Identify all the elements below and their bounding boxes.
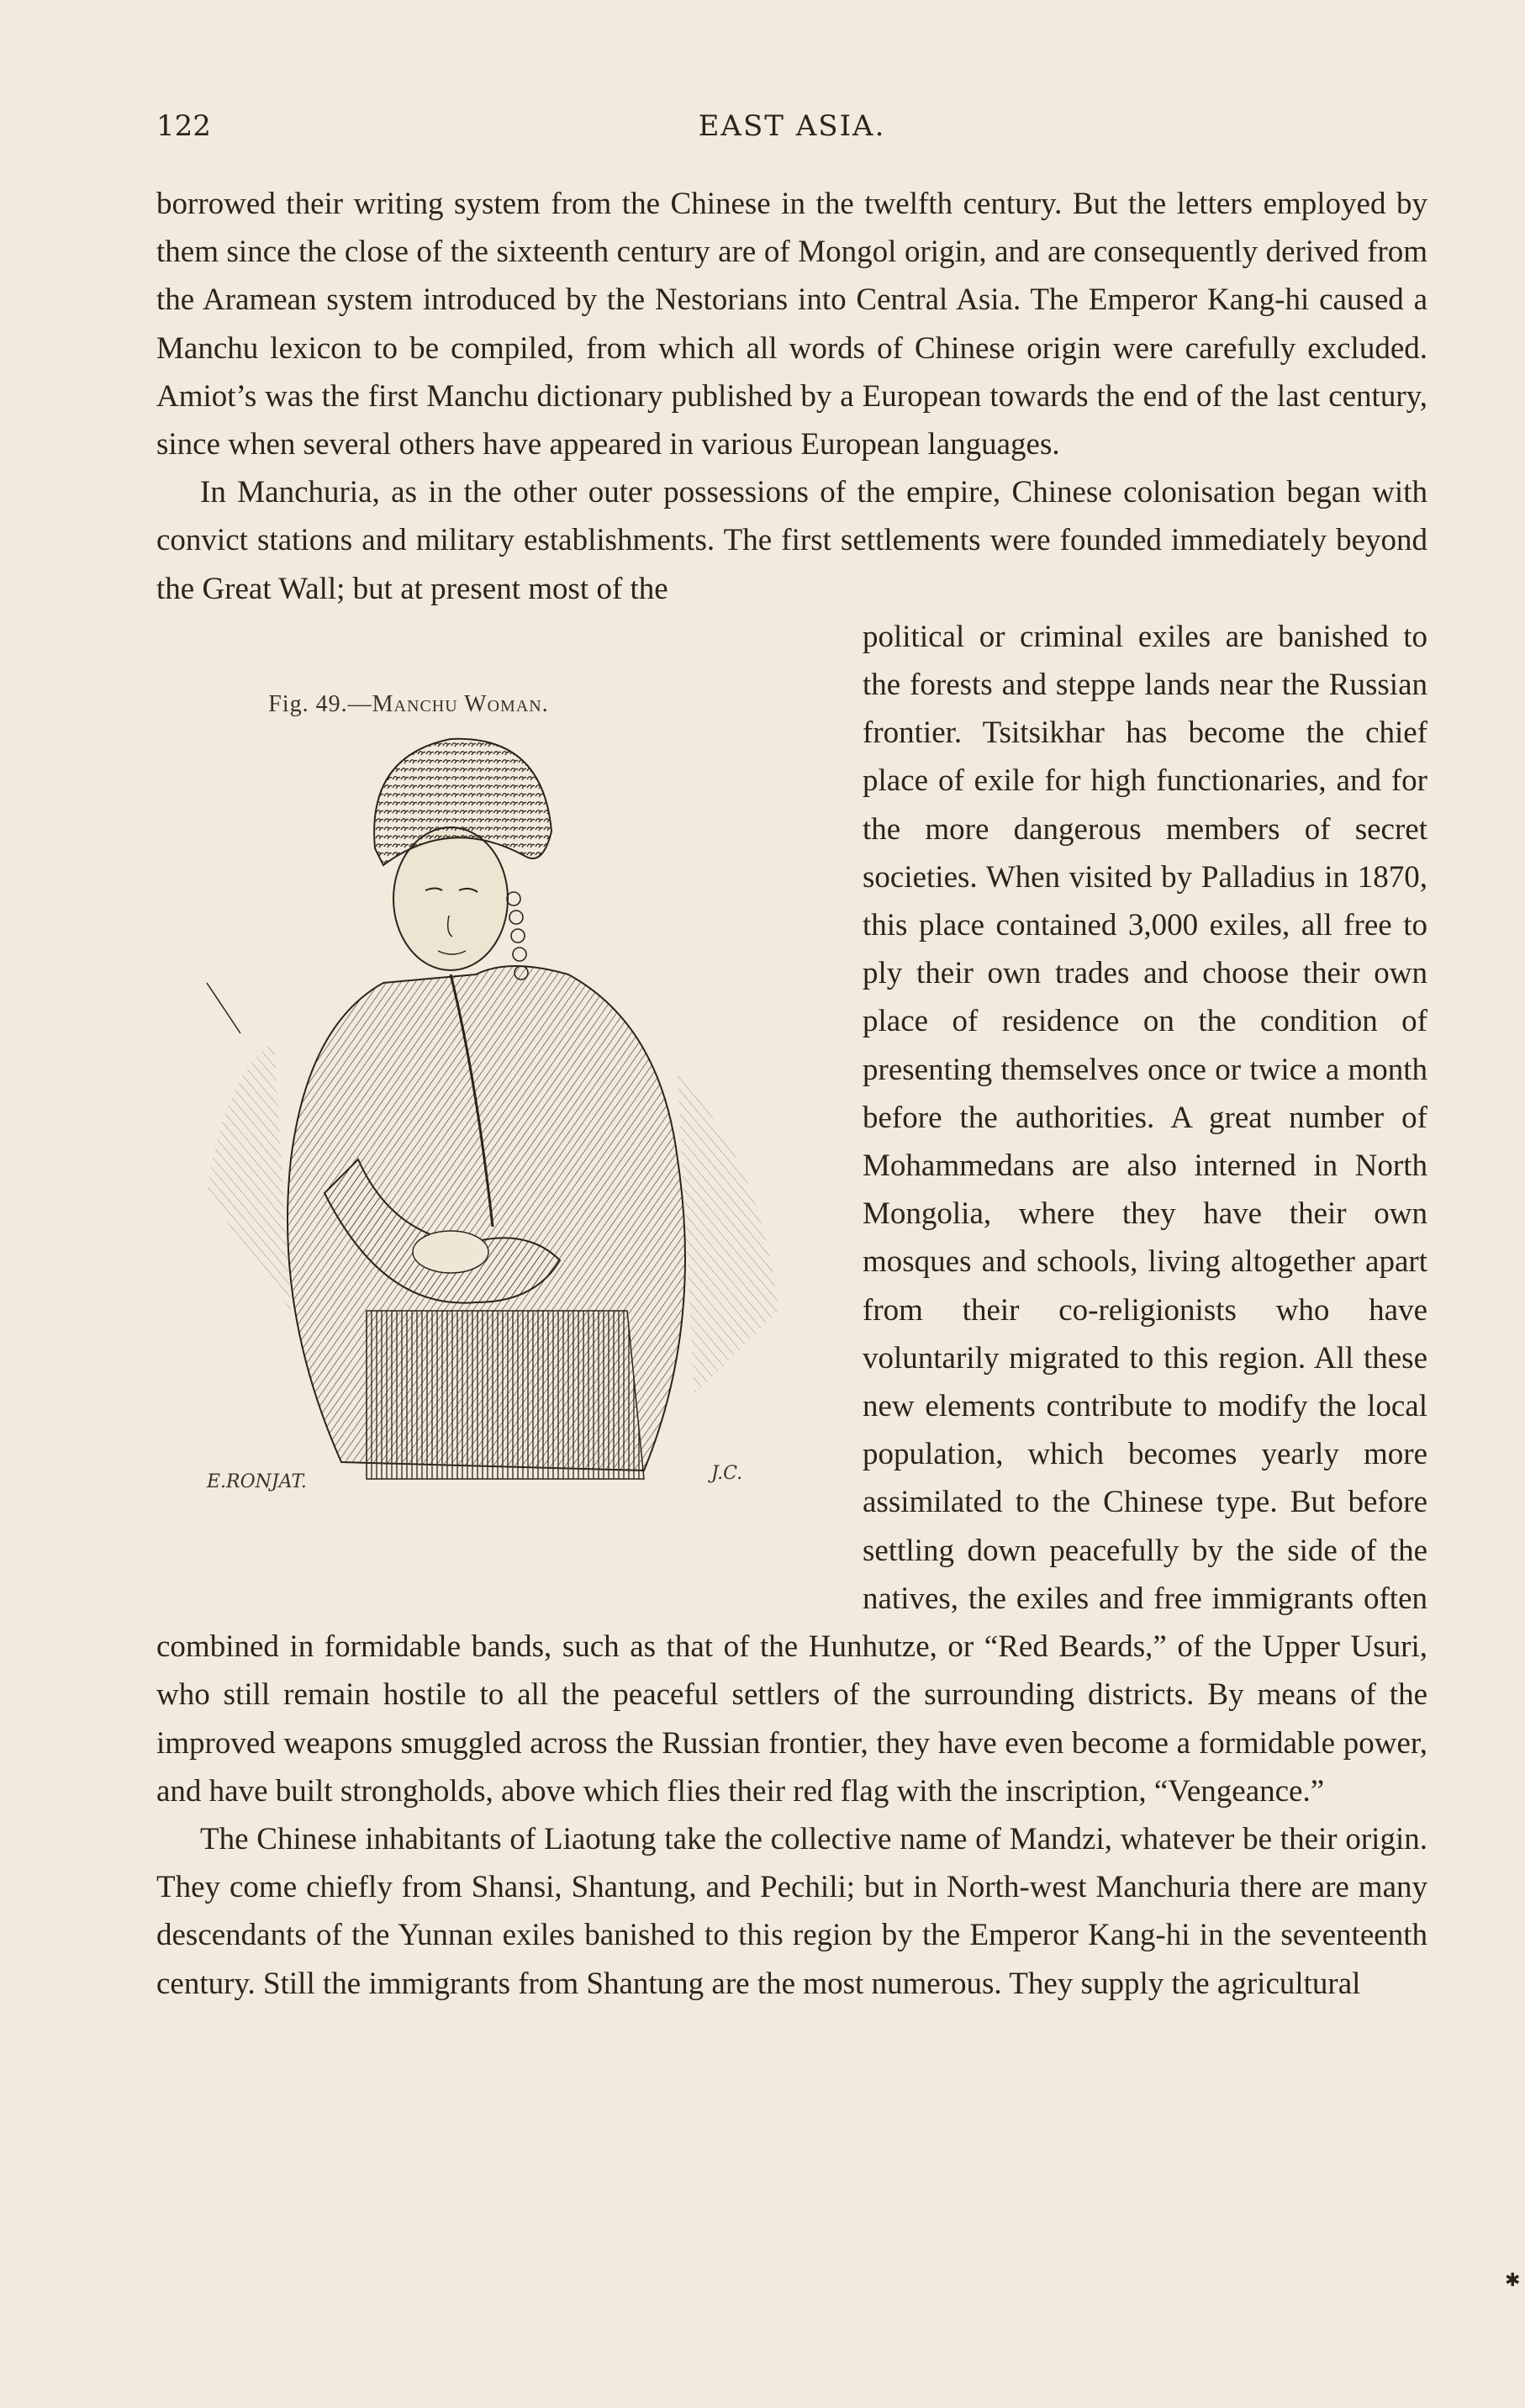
hands bbox=[413, 1231, 488, 1273]
engraver-signature-right: J.C. bbox=[711, 1462, 743, 1484]
page-header bbox=[156, 109, 1427, 151]
manchu-woman-engraving bbox=[173, 722, 812, 1538]
robe-skirt bbox=[367, 1311, 644, 1479]
paragraph-3: The Chinese inhabitants of Liaotung take the collective name of Mandzi, whatever be their origin. They come chiefly from Shansi, Shantung, and Pechili; but in North-west Manchuria there are many descendants of the Yunnan exiles banished to this region by the Emperor Kang-hi in the seventeenth century. Still the immigrants from Shantung are the most numerous. They supply the agricultural bbox=[156, 1821, 1427, 2001]
paragraph-1: borrowed their writing system from the Chinese in the twelfth century. But the letters employed by them since the close of the sixteenth century are of Mongol origin, and are consequently derived from the Aramean system introduced by the Nestorians into Central Asia. The Emperor Kang-hi caused a Manchu lexicon to be compiled, from which all words of Chinese origin were carefully excluded. Amiot’s was the first Manchu dictionary published by a European towards the end of the last century, since when several others have appeared in various European languages. bbox=[156, 187, 1427, 462]
page-number: 122 bbox=[156, 109, 211, 143]
figure-caption-title: Manchu Woman. bbox=[372, 690, 549, 717]
figure-caption-prefix: Fig. 49.— bbox=[268, 690, 372, 717]
running-head: EAST ASIA. bbox=[698, 109, 886, 143]
background-hatching-left bbox=[207, 1042, 291, 1311]
background-stroke bbox=[207, 983, 240, 1033]
background-hatching-right bbox=[678, 1075, 778, 1395]
paragraph-2-intro: In Manchuria, as in the other outer possessions of the empire, Chinese colonisation began with convict stations and military establishments. The first settlements were founded immediately beyond the Great Wall; but at present most of the bbox=[156, 475, 1427, 606]
body-text bbox=[156, 180, 1427, 2008]
margin-mark: ✱ bbox=[1505, 2270, 1521, 2291]
engraver-signature-left: E.RONJAT. bbox=[207, 1471, 307, 1492]
figure-caption bbox=[156, 680, 661, 728]
figure-49 bbox=[156, 613, 863, 1577]
paragraph-2-continued: political or criminal exiles are banished to the forests and steppe lands near the Russian frontier. Tsitsikhar has become the chief place of exile for high functionaries, and for the more dangerous members of secret societies. When visited by Palladius in 1870, this place contained 3,000 exiles, all free to ply their own trades and choose their own place of residence on the condition of presenting themselves once or twice a month before the authorities. A great number of Mohammedans are also interned in North Mongolia, where they have their own mosques and schools, living altogether apart from their co-religionists who have voluntarily migrated to this region. All these new elements contribute to modify the local population, which becomes yearly more assimilated to the Chinese type. But before settling down peacefully by the side of the natives, the exiles and free immigrants often combined in formidable bands, such as that of the Hunhutze, or “Red Beards,” of the Upper Usuri, who still remain hostile to all the peaceful settlers of the surrounding districts. By means of the improved weapons smuggled across the Russian frontier, they have even become a formidable power, and have built strongholds, above which flies their red flag with the inscription, “Vengeance.” bbox=[156, 619, 1427, 1809]
